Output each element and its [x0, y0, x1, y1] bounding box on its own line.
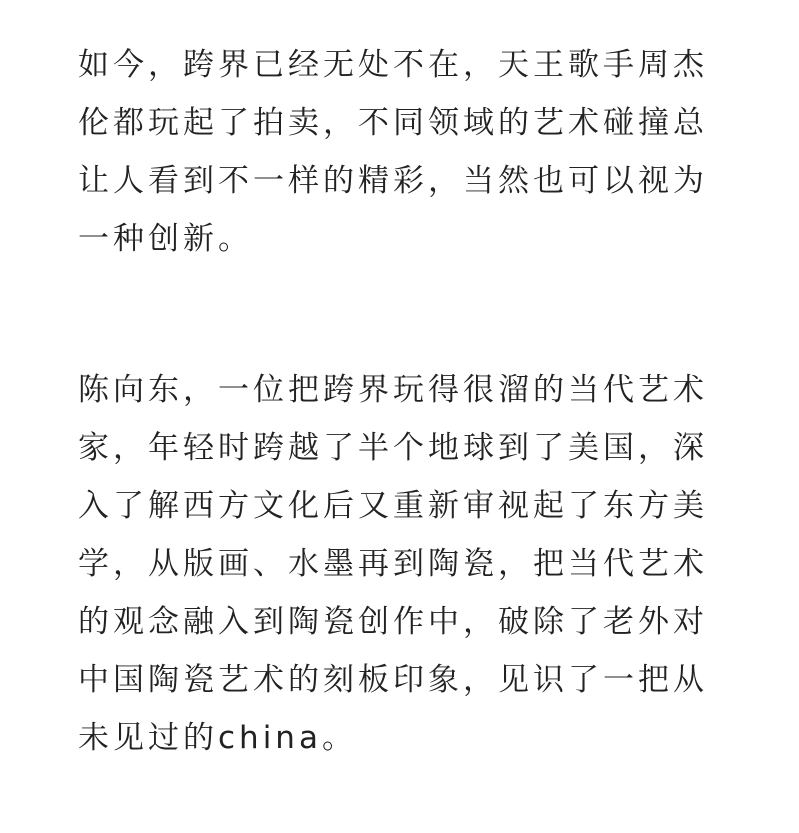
text-line: 让人看到不一样的精彩，当然也可以视为 — [78, 163, 708, 199]
text-line: 伦都玩起了拍卖，不同领域的艺术碰撞总 — [78, 105, 708, 141]
text-line: 未见过的china。 — [78, 720, 357, 756]
text-line: 陈向东，一位把跨界玩得很溜的当代艺术 — [78, 372, 708, 408]
text-line: 如今，跨界已经无处不在，天王歌手周杰 — [78, 47, 708, 83]
text-line: 入了解西方文化后又重新审视起了东方美 — [78, 488, 708, 524]
text-line: 家，年轻时跨越了半个地球到了美国，深 — [78, 430, 708, 466]
paragraph-artist-bio — [78, 361, 738, 767]
text-line: 一种创新。 — [78, 221, 253, 257]
paragraph-crossover-intro — [78, 36, 738, 268]
text-line: 中国陶瓷艺术的刻板印象，见识了一把从 — [78, 662, 708, 698]
text-line: 的观念融入到陶瓷创作中，破除了老外对 — [78, 604, 708, 640]
text-line: 学，从版画、水墨再到陶瓷，把当代艺术 — [78, 546, 708, 582]
